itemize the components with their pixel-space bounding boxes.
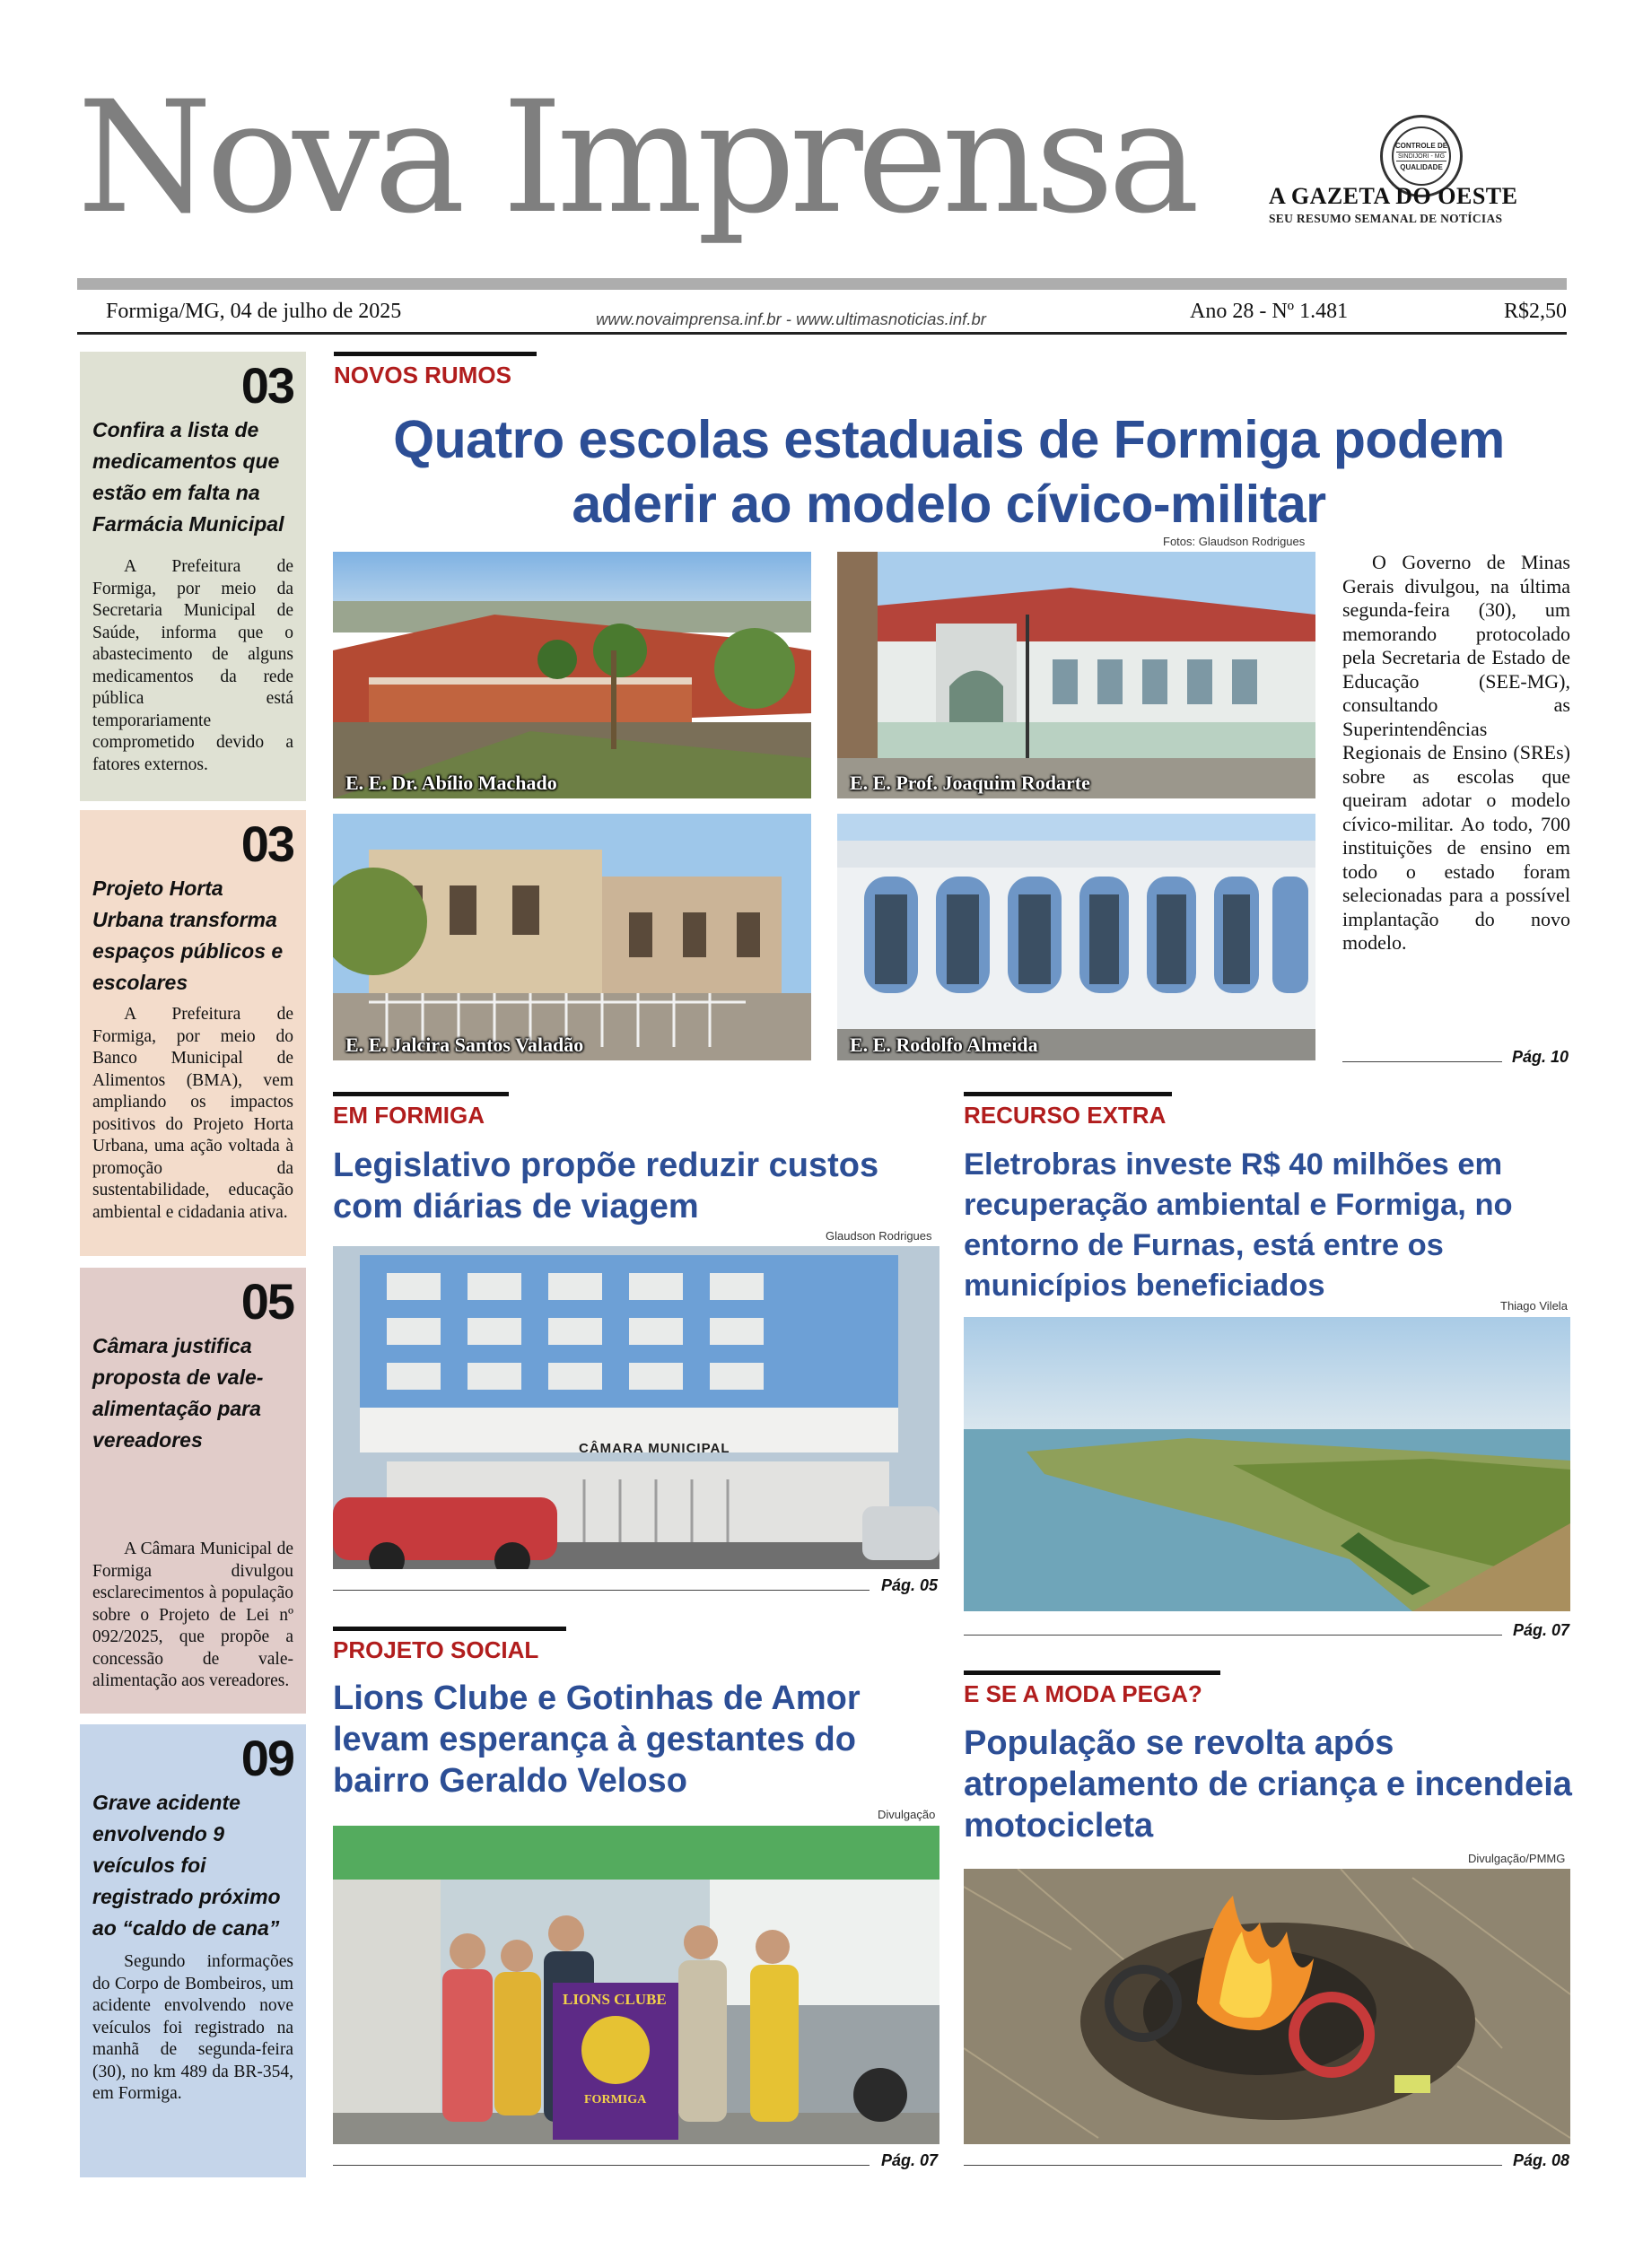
sidebar-headline: Confira a lista de medicamentos que estão em falta na Farmácia Municipal bbox=[92, 418, 284, 536]
sidebar-page-number: 03 bbox=[240, 816, 293, 872]
moto-section-tag: E SE A MODA PEGA? bbox=[964, 1670, 1220, 1705]
page-ref-line bbox=[964, 2165, 1502, 2166]
sidebar-box-medicamentos[interactable] bbox=[80, 352, 306, 801]
sidebar-headline: Câmara justifica proposta de vale-alimentação para vereadores bbox=[92, 1334, 264, 1452]
sidebar-page-number: 09 bbox=[240, 1730, 293, 1786]
seal-bottom-text: QUALIDADE bbox=[1400, 162, 1443, 171]
legislativo-page-ref[interactable]: Pág. 05 bbox=[881, 1576, 939, 1594]
photo-caption: E. E. Prof. Joaquim Rodarte bbox=[850, 772, 1090, 794]
lions-banner-title: LIONS CLUBE bbox=[563, 1991, 667, 2008]
moto-photo-credit: Divulgação/PMMG bbox=[1468, 1852, 1566, 1865]
masthead-title: Nova Imprensa bbox=[77, 67, 1194, 248]
eletrobras-page-ref[interactable]: Pág. 07 bbox=[1513, 1621, 1570, 1639]
legislativo-section-tag: EM FORMIGA bbox=[333, 1092, 509, 1127]
camara-sign: CÂMARA MUNICIPAL bbox=[579, 1441, 730, 1456]
sidebar-headline: Grave acidente envolvendo 9 veículos foi registrado próximo ao “caldo de cana” bbox=[92, 1791, 281, 1940]
sidebar-body: A Câmara Municipal de Formiga divulgou esclarecimentos à população sobre o Projeto de Lei nº 092/2025, que propõe a concessão de vale-alimentação aos vereadores. bbox=[92, 1540, 293, 1690]
sidebar-box-acidente[interactable] bbox=[80, 1724, 306, 2177]
sidebar-page-number: 05 bbox=[240, 1273, 293, 1330]
website-links[interactable]: www.novaimprensa.inf.br - www.ultimasnoticias.inf.br bbox=[596, 310, 986, 328]
edition-number: Ano 28 - Nº 1.481 bbox=[1190, 300, 1349, 323]
lions-banner-city: FORMIGA bbox=[584, 2093, 647, 2107]
sidebar-body: Segundo informações do Corpo de Bombeiros, um acidente envolvendo nove veículos foi registrado na manhã de segunda-feira (30), no km 489 da BR-354, em Formiga. bbox=[92, 1952, 293, 2103]
legislativo-photo-credit: Glaudson Rodrigues bbox=[826, 1229, 932, 1243]
photo-abilio-machado bbox=[333, 552, 811, 798]
eletrobras-section-tag: RECURSO EXTRA bbox=[964, 1092, 1172, 1127]
photo-caption: E. E. Rodolfo Almeida bbox=[850, 1034, 1038, 1056]
photo-camara-municipal bbox=[333, 1246, 939, 1569]
photo-lions-clube bbox=[333, 1826, 939, 2144]
moto-page-ref[interactable]: Pág. 08 bbox=[1513, 2151, 1570, 2169]
lions-headline[interactable]: Lions Clube e Gotinhas de Amor levam esperança à gestantes do bairro Geraldo Veloso bbox=[333, 1679, 861, 1800]
lions-section-tag: PROJETO SOCIAL bbox=[333, 1627, 566, 1662]
subtagline: SEU RESUMO SEMANAL DE NOTÍCIAS bbox=[1269, 212, 1503, 225]
moto-headline[interactable]: População se revolta após atropelamento de criança e incendeia motocicleta bbox=[964, 1724, 1572, 1845]
sidebar-headline: Projeto Horta Urbana transforma espaços públicos e escolares bbox=[92, 877, 284, 994]
dateline: Formiga/MG, 04 de julho de 2025 bbox=[106, 300, 402, 323]
lions-photo-credit: Divulgação bbox=[878, 1808, 936, 1821]
lead-body: O Governo de Minas Gerais divulgou, na última segunda-feira (30), um memorando protocolado pela Secretaria de Estado de Educação (SEE-MG), consultando as Superintendências Regionais de Ensino (SREs) sobre as escolas que queiram adotar o modelo cívico-militar. Ao todo, 700 instituições de ensino em todo o estado foram selecionadas para a possível implantação do novo modelo. bbox=[1342, 551, 1570, 954]
eletrobras-photo-credit: Thiago Vilela bbox=[1500, 1299, 1568, 1313]
photo-caption: E. E. Jalcira Santos Valadão bbox=[345, 1034, 584, 1056]
lead-section-tag: NOVOS RUMOS bbox=[334, 352, 537, 387]
page-ref-line bbox=[1342, 1061, 1502, 1062]
eletrobras-headline[interactable]: Eletrobras investe R$ 40 milhões em recuperação ambiental e Formiga, no entorno de Furnas, está entre os municípios beneficiados bbox=[964, 1147, 1513, 1303]
lions-page-ref[interactable]: Pág. 07 bbox=[881, 2151, 939, 2169]
photo-rodolfo-almeida bbox=[837, 814, 1315, 1060]
sidebar-page-number: 03 bbox=[240, 357, 293, 414]
masthead-rule bbox=[77, 278, 1567, 290]
sidebar-body: A Prefeitura de Formiga, por meio do Banco Municipal de Alimentos (BMA), vem ampliando os impactos positivos do Projeto Horta Urbana, uma ação voltada à promoção da sustentabilidade, educação ambiental e cidadania ativa. bbox=[92, 1005, 293, 1222]
page-ref-line bbox=[333, 2165, 870, 2166]
page-ref-line bbox=[333, 1590, 870, 1591]
page-ref-line bbox=[964, 1635, 1502, 1636]
photo-joaquim-rodarte bbox=[837, 552, 1315, 798]
sidebar-box-camara[interactable] bbox=[80, 1268, 306, 1714]
photo-jalcira-santos-valadao bbox=[333, 814, 811, 1060]
price: R$2,50 bbox=[1504, 300, 1568, 323]
photo-burning-motorcycle bbox=[964, 1869, 1570, 2144]
sidebar-body: A Prefeitura de Formiga, por meio da Secretaria Municipal de Saúde, informa que o abastecimento de alguns medicamentos da rede pública está temporariamente comprometido devido a fatores externos. bbox=[92, 557, 293, 774]
lead-photo-credit: Fotos: Glaudson Rodrigues bbox=[1163, 535, 1306, 548]
seal-middle-text: SINDIJORI - MG bbox=[1397, 153, 1446, 160]
lead-headline[interactable]: Quatro escolas estaduais de Formiga podem aderir ao modelo cívico-militar bbox=[393, 410, 1505, 534]
photo-caption: E. E. Dr. Abílio Machado bbox=[345, 772, 557, 794]
photo-furnas-lake bbox=[964, 1317, 1570, 1611]
seal-top-text: CONTROLE DE bbox=[1394, 141, 1448, 150]
legislativo-headline[interactable]: Legislativo propõe reduzir custos com diárias de viagem bbox=[333, 1147, 879, 1226]
dateline-rule bbox=[77, 332, 1567, 335]
sidebar-box-horta[interactable] bbox=[80, 810, 306, 1256]
lead-page-ref[interactable]: Pág. 10 bbox=[1512, 1048, 1569, 1066]
tagline: A GAZETA DO OESTE bbox=[1269, 183, 1518, 209]
